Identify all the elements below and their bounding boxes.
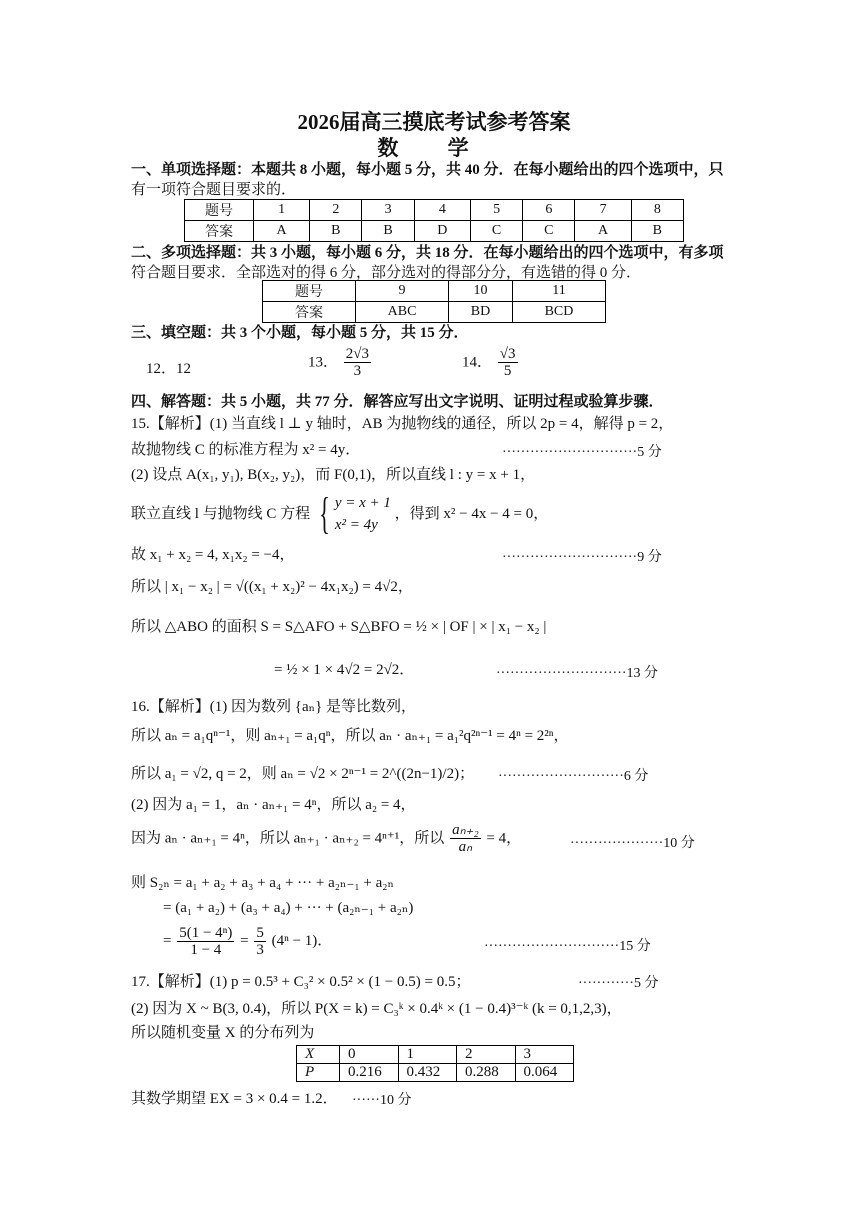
- table-cell: 题号: [263, 281, 356, 302]
- q16-line8-result: (4ⁿ − 1)．: [271, 933, 333, 949]
- table-cell: BCD: [512, 302, 605, 323]
- section4-heading: 四、解答题：共 5 小题，共 77 分．解答应写出文字说明、证明过程或验算步骤．: [131, 394, 664, 410]
- q17-line3: 所以随机变量 X 的分布列为: [131, 1025, 315, 1041]
- table-cell: B: [631, 221, 683, 242]
- table-cell: 3: [515, 1046, 574, 1064]
- q15-line3: (2) 设点 A(x₁, y₁), B(x₂, y₂)，而 F(0,1)，所以直线 l : y = x + 1，: [131, 467, 536, 483]
- q16-line3: 所以 a₁ = √2, q = 2，则 aₙ = √2 × 2ⁿ⁻¹ = 2^((2n−1)/2)；: [131, 766, 475, 782]
- page-title: 2026届高三摸底考试参考答案: [297, 110, 571, 134]
- answer-14: [462, 346, 520, 379]
- equation-1: y = x + 1: [334, 495, 391, 511]
- score-5b: ············5 分: [578, 976, 659, 991]
- numerator: aₙ₊₂: [452, 822, 479, 838]
- q16-line4: (2) 因为 a₁ = 1，aₙ · aₙ₊₁ = 4ⁿ，所以 a₂ = 4，: [131, 797, 416, 813]
- table-cell: 1: [398, 1046, 457, 1064]
- table-row: [297, 1064, 574, 1082]
- fraction: [498, 346, 518, 379]
- q16-line5-text: 因为 aₙ · aₙ₊₁ = 4ⁿ，所以 aₙ₊₁ · aₙ₊₂ = 4ⁿ⁺¹，所以: [131, 830, 445, 847]
- q16-line1: 16.【解析】(1) 因为数列 {aₙ} 是等比数列，: [131, 699, 417, 715]
- q16-line5-result: = 4，: [486, 830, 522, 847]
- table-cell: 4: [414, 200, 470, 221]
- table-cell: X: [297, 1046, 340, 1064]
- q16-line8: [163, 925, 332, 958]
- table-cell: 8: [631, 200, 683, 221]
- table-row: [185, 221, 684, 242]
- denominator: 3: [353, 363, 362, 379]
- q15-line2: 故抛物线 C 的标准方程为 x² = 4y．: [131, 442, 361, 458]
- answer-13: [308, 346, 373, 379]
- q16-line5: [131, 822, 521, 855]
- q15-line4: [131, 489, 549, 538]
- equals: =: [240, 933, 249, 949]
- q15-line5: 故 x₁ + x₂ = 4, x₁x₂ = −4，: [131, 547, 295, 563]
- section2-answer-table: [262, 280, 606, 323]
- q17-line4: 其数学期望 EX = 3 × 0.4 = 1.2．: [131, 1091, 338, 1107]
- section1-heading-cont: 有一项符合题目要求的．: [131, 182, 297, 198]
- table-cell: 0.216: [340, 1064, 399, 1082]
- equation-2: x² = 4y: [334, 517, 378, 533]
- q15-line8: = ½ × 1 × 4√2 = 2√2．: [274, 662, 415, 678]
- fraction: [344, 346, 371, 379]
- fraction: [254, 925, 266, 958]
- equals: =: [163, 933, 172, 949]
- table-cell: ABC: [356, 302, 449, 323]
- table-cell: 6: [523, 200, 575, 221]
- table-cell: A: [575, 221, 631, 242]
- numerator: √3: [499, 346, 516, 362]
- denominator: 1 − 4: [190, 942, 222, 958]
- fraction: [450, 822, 481, 855]
- score-15: ·····························15 分: [484, 939, 651, 954]
- fraction: [177, 925, 234, 958]
- table-row: [185, 200, 684, 221]
- q17-line2: (2) 因为 X ~ B(3, 0.4)，所以 P(X = k) = C₃ᵏ × 0.4ᵏ × (1 − 0.4)³⁻ᵏ (k = 0,1,2,3)，: [131, 1001, 622, 1017]
- table-cell: C: [523, 221, 575, 242]
- table-cell: 1: [254, 200, 310, 221]
- denominator: 5: [503, 363, 512, 379]
- score-10: ····················10 分: [570, 836, 695, 851]
- answer-14-label: 14．: [462, 354, 493, 371]
- score-5: ·····························5 分: [502, 445, 662, 460]
- section2-heading-cont: 符合题目要求．全部选对的得 6 分，部分选对的得部分分，有选错的得 0 分．: [131, 265, 642, 281]
- subject-title: 数 学: [377, 136, 491, 160]
- answer-13-label: 13．: [308, 354, 339, 371]
- section3-heading: 三、填空题：共 3 个小题，每小题 5 分，共 15 分．: [131, 325, 469, 341]
- numerator: 5(1 − 4ⁿ): [179, 925, 233, 941]
- equation-system: [335, 492, 391, 536]
- table-cell: 9: [356, 281, 449, 302]
- q15-line1: 15.【解析】(1) 当直线 l ⊥ y 轴时，AB 为抛物线的通径，所以 2p = 4，解得 p = 2，: [131, 416, 674, 432]
- table-cell: BD: [449, 302, 513, 323]
- table-cell: 10: [449, 281, 513, 302]
- q16-line7: = (a₁ + a₂) + (a₃ + a₄) + ··· + (a₂ₙ₋₁ + a₂ₙ): [163, 900, 414, 916]
- section2-heading: 二、多项选择题：共 3 小题，每小题 6 分，共 18 分．在每小题给出的四个选项中，有多项: [131, 245, 724, 261]
- q16-line6: 则 S₂ₙ = a₁ + a₂ + a₃ + a₄ + ··· + a₂ₙ₋₁ + a₂ₙ: [131, 875, 394, 891]
- distribution-table: [296, 1045, 574, 1082]
- numerator: 2√3: [345, 346, 369, 362]
- table-cell: 2: [310, 200, 362, 221]
- score-9: ·····························9 分: [502, 550, 662, 565]
- q15-line7: 所以 △ABO 的面积 S = S△AFO + S△BFO = ½ × | OF | × | x₁ − x₂ |: [131, 619, 547, 635]
- denominator: 3: [256, 942, 264, 958]
- denominator: aₙ: [458, 839, 473, 855]
- section1-heading: 一、单项选择题：本题共 8 小题，每小题 5 分，共 40 分．在每小题给出的四个选项中，只: [131, 162, 724, 178]
- q15-line6: 所以 | x₁ − x₂ | = √((x₁ + x₂)² − 4x₁x₂) = 4√2，: [131, 579, 413, 595]
- q17-line1: 17.【解析】(1) p = 0.5³ + C₃² × 0.5² × (1 − 0.5) = 0.5；: [131, 974, 471, 990]
- table-cell: 2: [457, 1046, 516, 1064]
- table-cell: C: [470, 221, 522, 242]
- table-cell: 0.288: [457, 1064, 516, 1082]
- table-cell: 0.064: [515, 1064, 574, 1082]
- table-cell: 答案: [185, 221, 254, 242]
- table-cell: 0: [340, 1046, 399, 1064]
- table-cell: B: [310, 221, 362, 242]
- table-cell: 题号: [185, 200, 254, 221]
- score-6: ···························6 分: [498, 769, 649, 784]
- table-row: [263, 302, 606, 323]
- score-10b: ······10 分: [352, 1093, 412, 1108]
- table-cell: 5: [470, 200, 522, 221]
- table-cell: A: [254, 221, 310, 242]
- brace-icon: {: [319, 489, 330, 538]
- table-cell: B: [362, 221, 414, 242]
- numerator: 5: [256, 925, 264, 941]
- q15-line4-result: ，得到 x² − 4x − 4 = 0，: [394, 506, 549, 522]
- table-row: [263, 281, 606, 302]
- table-cell: 7: [575, 200, 631, 221]
- section1-answer-table: [184, 199, 684, 242]
- q16-line2: 所以 aₙ = a₁qⁿ⁻¹，则 aₙ₊₁ = a₁qⁿ，所以 aₙ · aₙ₊₁ = a₁²q²ⁿ⁻¹ = 4ⁿ = 2²ⁿ，: [131, 728, 569, 744]
- q15-line4-text: 联立直线 l 与抛物线 C 方程: [131, 506, 311, 522]
- table-cell: 3: [362, 200, 414, 221]
- table-cell: D: [414, 221, 470, 242]
- table-cell: P: [297, 1064, 340, 1082]
- table-cell: 答案: [263, 302, 356, 323]
- score-13: ····························13 分: [496, 666, 659, 681]
- table-cell: 11: [512, 281, 605, 302]
- table-cell: 0.432: [398, 1064, 457, 1082]
- table-row: [297, 1046, 574, 1064]
- answer-12: 12．12: [146, 361, 192, 377]
